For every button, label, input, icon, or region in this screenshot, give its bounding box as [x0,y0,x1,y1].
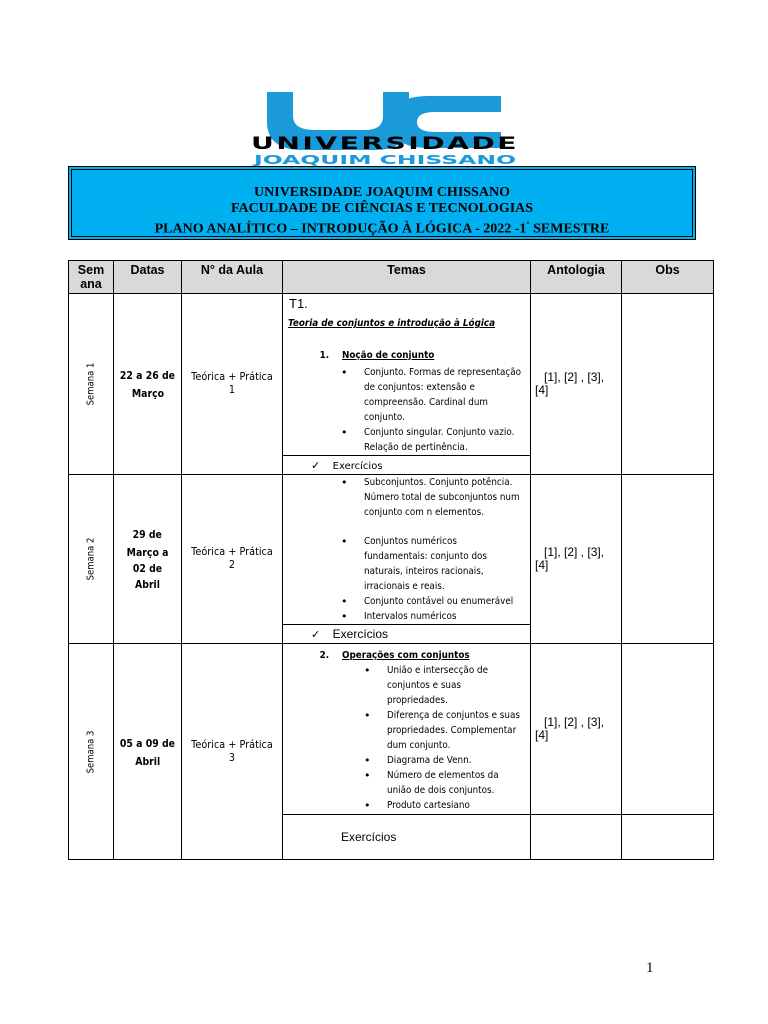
anthology-cell [531,815,622,860]
list-item: • Subconjuntos. Conjunto potência. Número total de subconjuntos num conjunto com n elementos. [364,475,530,520]
header-datas: Datas [114,261,182,294]
week-label: Semana 3 [85,730,97,773]
table-row [69,294,714,456]
table-header-row [69,261,714,294]
lesson-cell: Teórica + Prática 3 [182,644,283,860]
topic-list [364,534,530,624]
lesson-cell: Teórica + Prática 1 [182,294,283,475]
obs-cell [622,644,714,815]
list-item: • Intervalos numéricos [364,609,530,624]
logo-top-text: UNIVERSIDADE [251,134,519,154]
list-item: • Conjuntos numéricos fundamentais: conjunto dos naturais, inteiros racionais, irracionais e reais. [364,534,530,594]
header-aula: N° da Aula [182,261,283,294]
dates-cell: 29 de Março a 02 de Abril [114,475,182,644]
list-item: • Diagrama de Venn. [387,753,530,768]
header-university: UNIVERSIDADE JOAQUIM CHISSANO [254,185,510,200]
header-temas: Temas [283,261,531,294]
dates-line: 22 a 26 de [119,369,176,382]
section-heading: 2. Operações com conjuntos [319,650,470,661]
header-antologia: Antologia [531,261,622,294]
week-label: Semana 2 [85,537,97,581]
list-item: • Número de elementos da união de dois conjuntos. [387,768,530,798]
check-icon: ✓ [311,629,321,641]
anthology-cell: [1], [2] , [3], [4] [531,294,622,475]
logo-bottom-text: JOAQUIM CHISSANO [252,153,516,166]
list-item: • Produto cartesiano [387,798,530,813]
anthology-cell: [1], [2] , [3], [4] [531,475,622,644]
list-item: • Conjunto. Formas de representação de conjuntos: extensão e compreensão. Cardinal dum conjunto. [364,365,530,425]
list-item: • Conjunto contável ou enumerável [364,594,530,609]
exercises-cell: ✓ Exercícios [283,456,531,475]
topic-list [364,475,530,520]
obs-cell [622,815,714,860]
header-semana: Sem ana [69,261,114,294]
lesson-cell: Teórica + Prática 2 [182,475,283,644]
analytic-plan-table [68,260,714,860]
table-row [69,475,714,625]
week-cell [69,475,114,644]
week-cell [69,644,114,860]
topics-cell [283,475,531,625]
table-row [69,644,714,815]
document-header [68,166,696,240]
list-item: • União e intersecção de conjuntos e suas propriedades. [387,663,530,708]
university-logo [215,86,555,166]
topic-list [387,663,530,813]
header-plan-title: PLANO ANALÍTICO – INTRODUÇÃO À LÓGICA - 2022 -1° SEMESTRE [154,220,610,237]
dates-line: Março [131,387,164,400]
week-label: Semana 1 [85,362,97,406]
header-obs: Obs [622,261,714,294]
obs-cell [622,475,714,644]
dates-cell [114,294,182,475]
check-icon: ✓ [311,460,321,472]
list-item: • Diferença de conjuntos e suas propriedades. Complementar dum conjunto. [387,708,530,753]
week-cell [69,294,114,475]
page-number: 1 [646,960,654,976]
topic-title: T1. Teoria de conjuntos e introdução à Lógica [288,296,496,329]
topics-cell [283,294,531,456]
topics-cell [283,644,531,815]
exercises-cell: Exercícios [283,815,531,860]
section-heading: 1. Noção de conjunto [319,350,435,361]
exercises-cell: ✓ Exercícios [283,625,531,644]
anthology-cell: [1], [2] , [3], [4] [531,644,622,815]
header-faculty: FACULDADE DE CIÊNCIAS E TECNOLOGIAS [230,201,534,216]
topic-list [364,365,530,455]
obs-cell [622,294,714,475]
dates-cell: 05 a 09 de Abril [114,644,182,860]
list-item: • Conjunto singular. Conjunto vazio. Relação de pertinência. [364,425,530,455]
